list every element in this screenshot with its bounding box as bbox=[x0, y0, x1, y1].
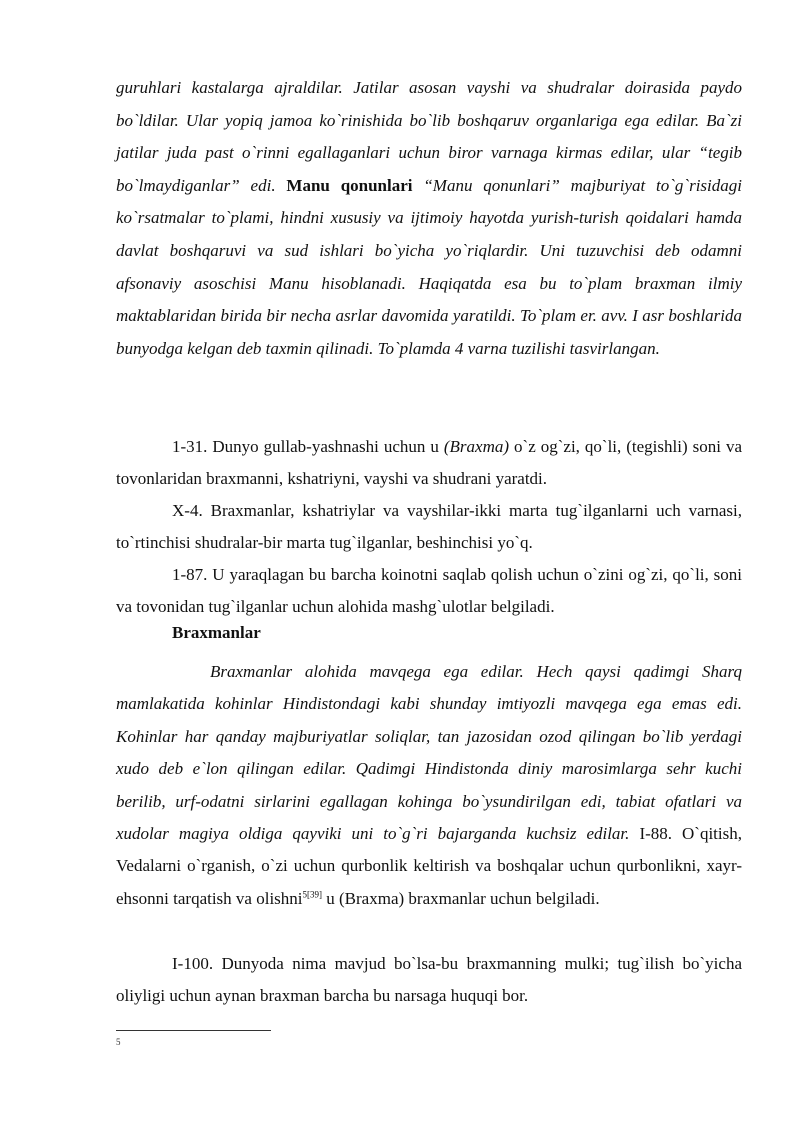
manu-laws-description: “Manu qonunlari” majburiyat to`g`risidagi ko`rsatmalar to`plami, hindni xususiy va ijtimoiy hayotda yurish-turish qoidalari hamda davlat boshqaruvi va sud ishlari bo`yicha yo`riqlardir. Uni tuzuvchisi deb odamni afsonaviy asoschisi Manu hisoblanadi. Haqiqatda esa bu to`plam braxman ilmiy maktablaridan birida bir necha asrlar davomida yaratildi. To`plam er. avv. I asr boshlarida bunyodga kelgan deb taxmin qilinadi. To`plamda 4 varna tuzilishi tasvirlangan. bbox=[116, 175, 742, 358]
verse-i-100: I-100. Dunyoda nima mavjud bo`lsa-bu braxmanning mulki; tug`ilish bo`yicha oliyligi uchun aynan braxman barcha bu narsaga huquqi bor. bbox=[116, 954, 742, 1005]
manu-laws-paragraph bbox=[116, 72, 742, 365]
verse-1-31 bbox=[116, 431, 742, 495]
footnote-number: 5 bbox=[116, 1037, 121, 1047]
verse-1-31-text-end: o`z og`zi, qo`li, (tegishli) soni va tovonlaridan braxmanni, kshatriyni, vayshi va shudrani yaratdi. bbox=[116, 437, 742, 488]
footnote-reference: 5[39] bbox=[302, 889, 323, 900]
verse-1-31-text: 1-31. Dunyo gullab-yashnashi uchun u bbox=[172, 437, 444, 456]
verse-i-88-end: u (Braxma) braxmanlar uchun belgiladi. bbox=[322, 888, 600, 908]
verse-x-4: X-4. Braxmanlar, kshatriylar va vayshilar-ikki marta tug`ilganlarni uch varnasi, to`rtinchisi shudralar-bir marta tug`ilganlar, beshinchisi yo`q. bbox=[116, 501, 742, 552]
verse-i-88-text: I-88. O`qitish, Vedalarni o`rganish, o`zi uchun qurbonlik keltirish va boshqalar uchun qurbonlikni, xayr-ehsonni tarqatish va olishni bbox=[116, 824, 742, 908]
manu-laws-term: Manu qonunlari bbox=[286, 175, 413, 195]
verse-1-87: 1-87. U yaraqlagan bu barcha koinotni saqlab qolish uchun o`zini og`zi, qo`li, soni va tovonidan tug`ilganlar uchun alohida mashg`ulotlar belgiladi. bbox=[116, 565, 742, 616]
brahmins-paragraph bbox=[116, 656, 742, 915]
castes-text: guruhlari kastalarga ajraldilar. Jatilar asosan vayshi va shudralar doirasida paydo bo`ldilar. Ular yopiq jamoa ko`rinishida bo`lib boshqaruv organlariga ega edilar. Ba`zi jatilar juda past o`rinni egallaganlari uchun biror varnaga kirmas edilar, ular “tegib bo`lmaydiganlar” edi. bbox=[116, 78, 742, 195]
footnote-divider bbox=[116, 1030, 271, 1031]
brahmins-italic-text: Braxmanlar alohida mavqega ega edilar. Hech qaysi qadimgi Sharq mamlakatida kohinlar Hindistondagi kabi shunday imtiyozli mavqega ega emas edi. Kohinlar har qanday majburiyatlar soliqlar, tan jazosidan ozod qilingan bo`lib yerdagi xudo deb e`lon qilingan edilar. Qadimgi Hindistonda diniy marosimlarga sehr kuchi berilib, urf-odatni sirlarini egallagan kohinga bo`ysundirilgan edi, tabiat ofatlari va xudolar magiya oldiga qayviki uni to`g`ri bajarganda kuchsiz edilar. bbox=[116, 662, 742, 844]
verse-1-31-italic: (Braxma) bbox=[443, 437, 510, 456]
section-heading: Braxmanlar bbox=[172, 623, 261, 642]
